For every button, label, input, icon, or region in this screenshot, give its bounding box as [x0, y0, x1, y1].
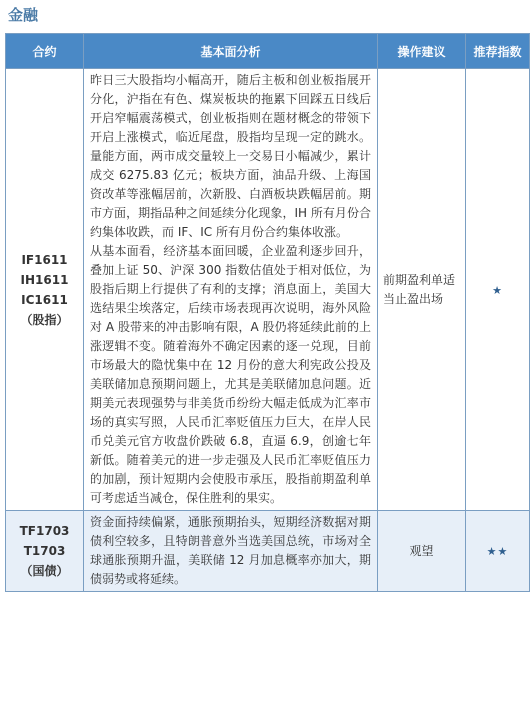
star-icon: ★★ [486, 545, 509, 558]
analysis-cell [84, 511, 378, 592]
analysis-paragraph: 从基本面看，经济基本面回暖，企业盈利逐步回升，叠加上证 50、沪深 300 指数估值处于相对低位，为股指后期上行提供了有利的支撑；消息面上，美国大选结果尘埃落定，后续市场表现再次说明，海外风险对 A 股带来的冲击影响有限，A 股仍将延续此前的上涨逻辑不变。随着海外不确定因素的逐一兑现，目前市场最大的隐忧集中在 12 月份的意大利宪政公投及美联储加息预期问题上，尤其是美联储加息问题。近期美元表现强势与非美货币纷纷大幅走低成为汇率市场的真实写照，人民币汇率贬值压力巨大，在岸人民币兑美元官方收盘价跌破 6.8，直逼 6.9，创逾七年新低。随着美元的进一步走强及人民币汇率贬值压力的加剧，预计短期内会使股市承压，股指前期盈利单可考虑适当减仓，保住胜利的果实。 [90, 244, 371, 505]
analysis-paragraph: 资金面持续偏紧，通胀预期抬头，短期经济数据对期债利空较多，且特朗普意外当选美国总统，市场对全球通胀预期升温，美联储 12 月加息概率亦加大，期债弱势或将延续。 [90, 515, 371, 586]
contract-code: IF1611 [21, 252, 68, 267]
rating-cell [466, 69, 530, 511]
table-row-treasury [6, 511, 530, 592]
contract-code: IC1611 [21, 292, 68, 307]
finance-table [5, 33, 530, 592]
contract-category: （国债） [20, 564, 69, 578]
star-icon: ★ [492, 283, 503, 297]
analysis-cell [84, 69, 378, 511]
contract-code: TF1703 [19, 524, 70, 538]
header-advice: 操作建议 [378, 34, 466, 69]
contract-category: （股指） [20, 312, 69, 327]
section-title: 金融 [8, 6, 39, 24]
table-header-row [6, 34, 530, 69]
contract-code: IH1611 [20, 272, 69, 287]
advice-cell: 观望 [378, 511, 466, 592]
table-row-stock-index [6, 69, 530, 511]
rating-cell [466, 511, 530, 592]
analysis-paragraph: 昨日三大股指均小幅高开，随后主板和创业板指展开分化，沪指在有色、煤炭板块的拖累下回踩五日线后开启窄幅震荡模式，创业板指则在题材概念的带领下开启上涨模式，临近尾盘，股指均呈现一定的跳水。量能方面，两市成交量较上一交易日小幅减少，累计成交 6275.83 亿元；板块方面，油品升级、上海国资改革等涨幅居前，次新股、白酒板块跌幅居前。期市方面，期指品种之间延续分化现象，IH 所有月份合约集体收跌，而 IF、IC 所有月份合约集体收涨。 [90, 73, 371, 239]
contract-code: T1703 [23, 544, 66, 558]
contract-cell [6, 511, 84, 592]
header-analysis: 基本面分析 [84, 34, 378, 69]
contract-cell [6, 69, 84, 511]
advice-cell: 前期盈利单适当止盈出场 [378, 69, 466, 511]
header-rating: 推荐指数 [466, 34, 530, 69]
header-contract: 合约 [6, 34, 84, 69]
